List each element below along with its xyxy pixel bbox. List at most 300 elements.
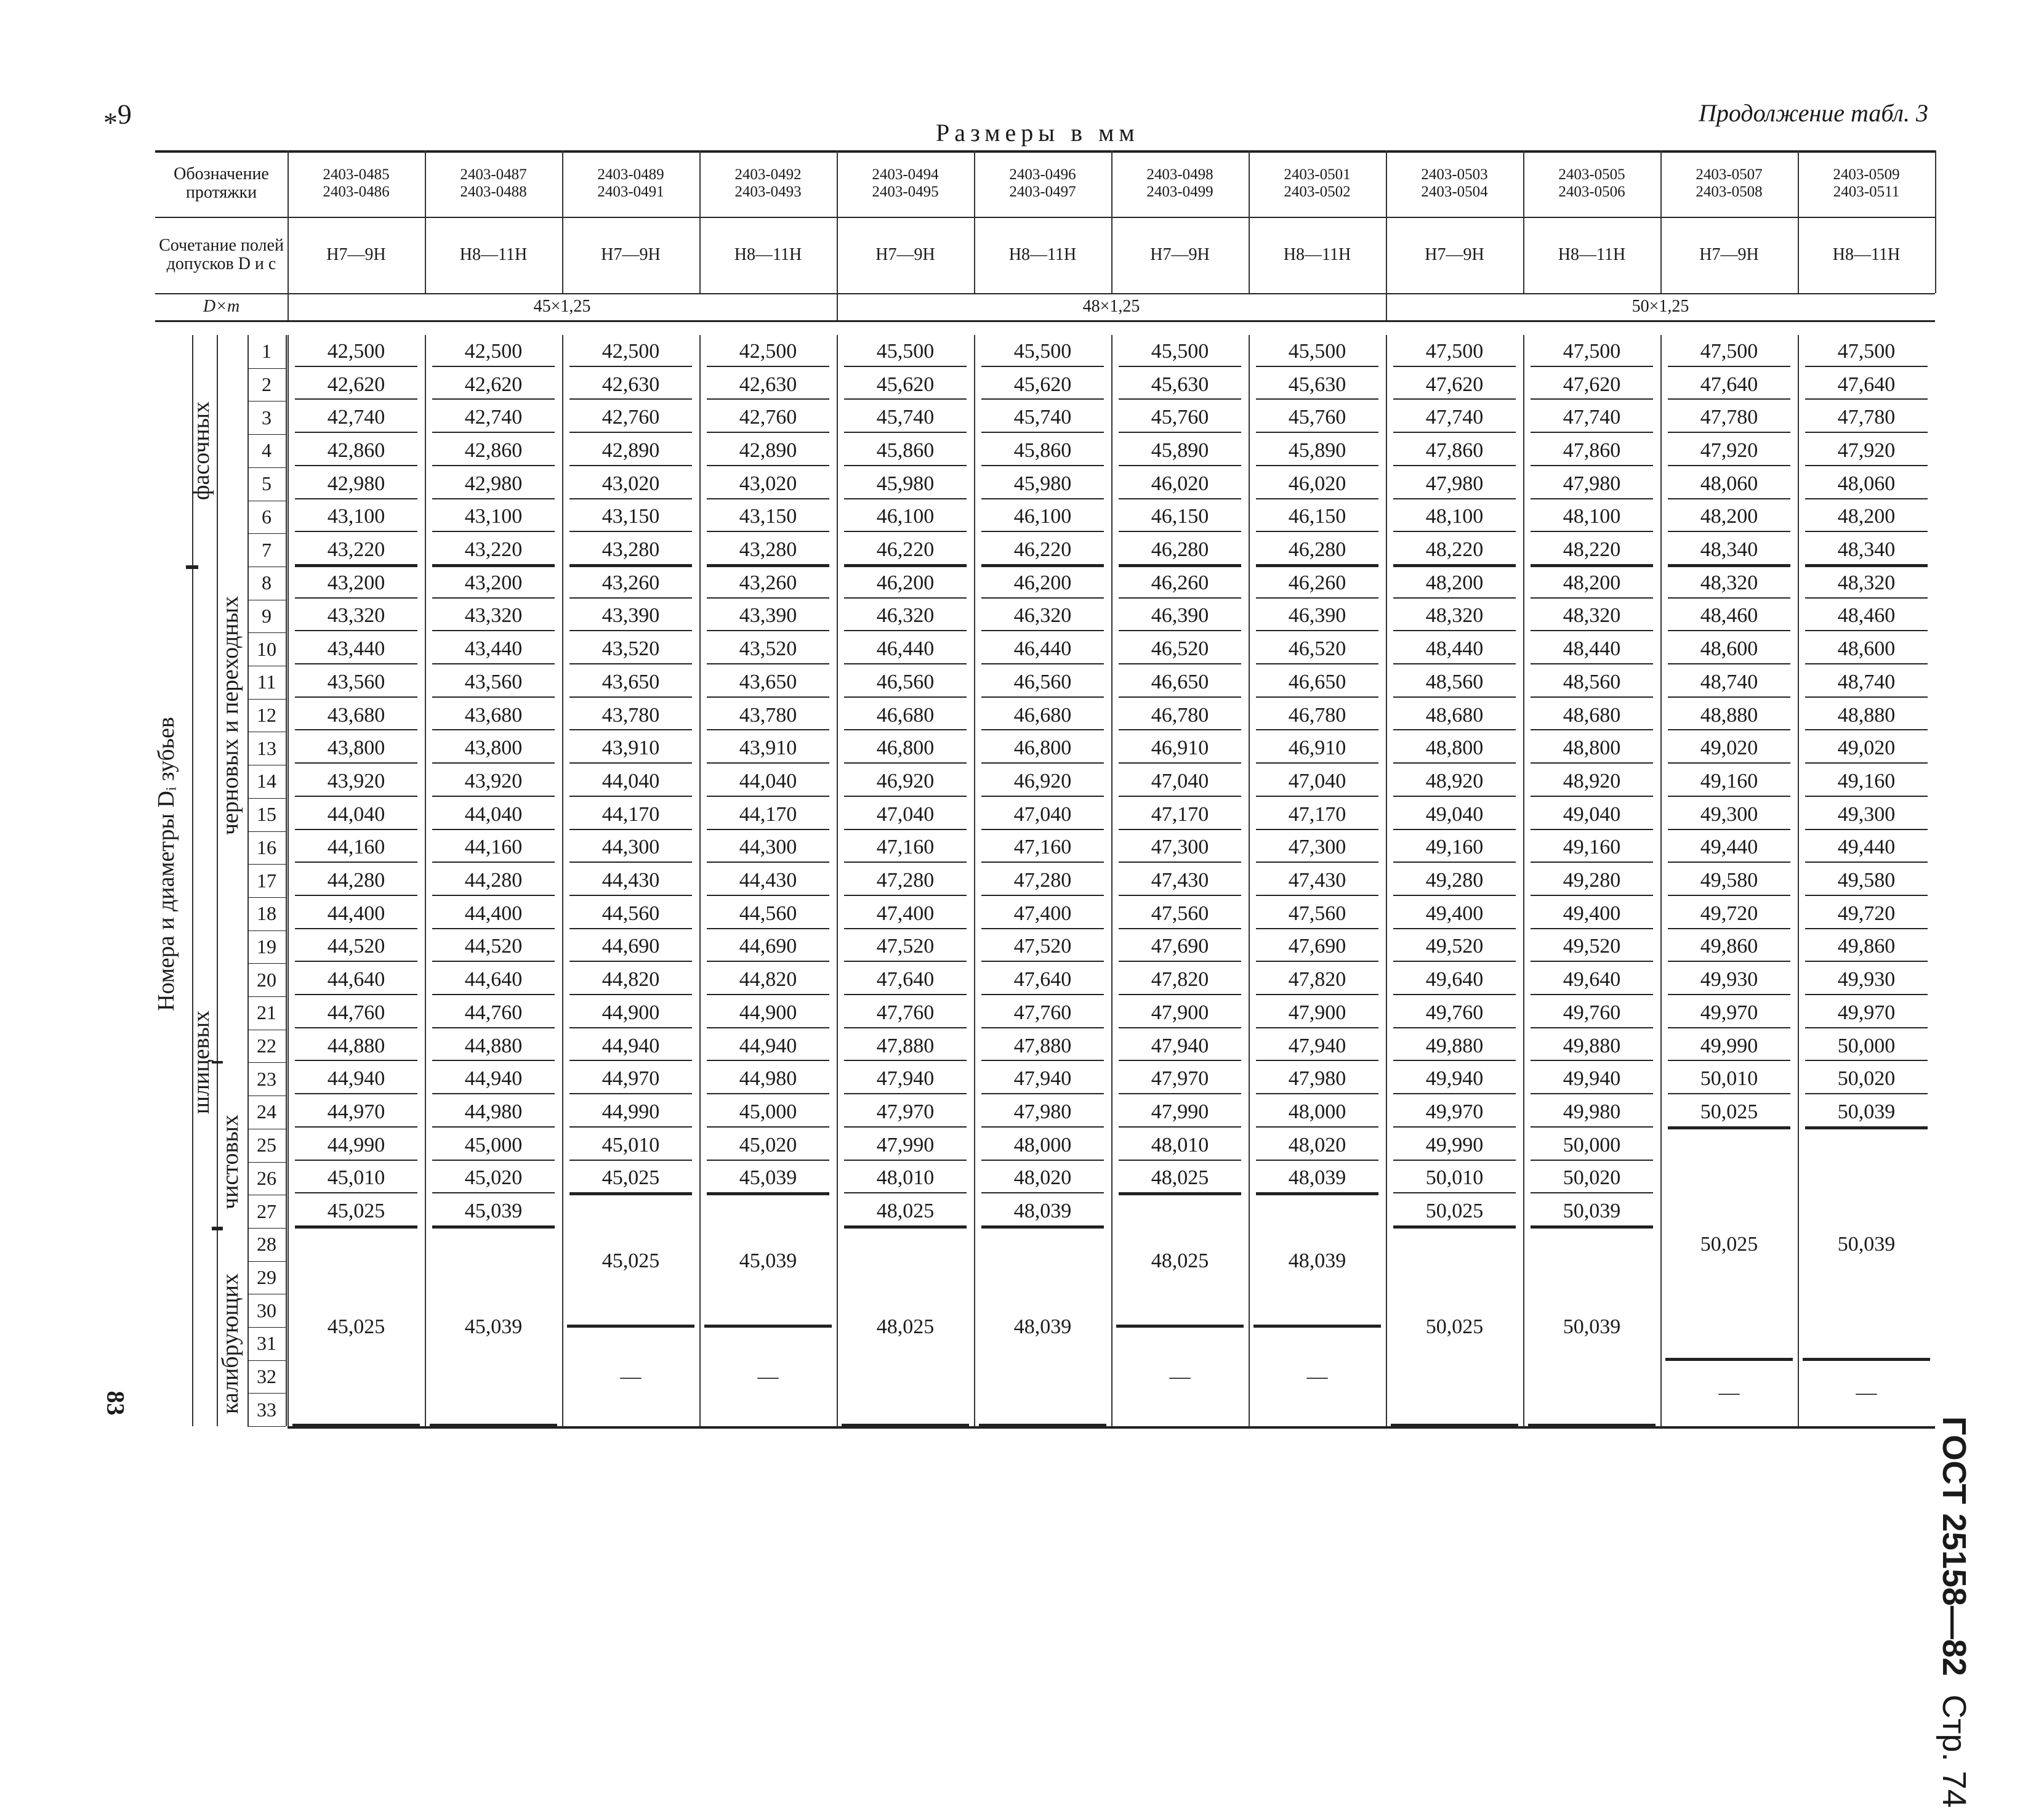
tooth-diameter: 49,970 bbox=[1700, 1001, 1758, 1024]
tooth-number: 28 bbox=[257, 1233, 276, 1256]
cell-underline bbox=[1119, 862, 1241, 863]
cell-underline bbox=[1531, 630, 1653, 631]
cell-underline bbox=[569, 398, 692, 400]
tooth-diameter: 47,640 bbox=[1013, 968, 1072, 991]
tooth-diameter: 48,000 bbox=[1288, 1100, 1346, 1123]
tooth-diameter: 45,010 bbox=[327, 1166, 385, 1190]
tooth-diameter: 42,500 bbox=[464, 339, 523, 363]
cell-underline bbox=[981, 398, 1104, 400]
tooth-diameter: 46,560 bbox=[876, 670, 935, 693]
cell-underline bbox=[1393, 366, 1516, 367]
cell-underline bbox=[1668, 597, 1790, 599]
tooth-diameter: 43,020 bbox=[739, 472, 797, 495]
tooth-diameter: 46,320 bbox=[876, 604, 935, 628]
cell-underline bbox=[1119, 465, 1241, 466]
tooth-diameter: 47,980 bbox=[1013, 1100, 1072, 1123]
tooth-diameter: 48,060 bbox=[1700, 472, 1758, 495]
tooth-diameter: 43,800 bbox=[464, 737, 523, 760]
tooth-diameter: 47,040 bbox=[1151, 769, 1209, 793]
header-label-fits: Сочетание полей допусков D и c bbox=[159, 236, 284, 273]
cell-underline bbox=[1119, 796, 1241, 797]
tooth-number: 7 bbox=[262, 538, 272, 561]
cell-underline bbox=[1256, 729, 1378, 730]
cell-underline bbox=[1256, 1093, 1378, 1094]
cell-underline bbox=[844, 862, 967, 863]
tooth-diameter: 44,900 bbox=[739, 1001, 797, 1024]
tooth-diameter: 50,020 bbox=[1837, 1067, 1896, 1091]
tooth-diameter: 48,200 bbox=[1700, 505, 1758, 528]
cell-underline bbox=[981, 696, 1104, 698]
tooth-diameter: 46,220 bbox=[1013, 538, 1072, 562]
tooth-diameter: 48,220 bbox=[1425, 538, 1484, 562]
tooth-diameter: 50,039 bbox=[1837, 1100, 1896, 1123]
cell-underline bbox=[1393, 531, 1516, 532]
side-label-spline: шлицевых bbox=[188, 1011, 214, 1115]
tooth-diameter: 48,740 bbox=[1837, 670, 1896, 693]
tooth-number: 20 bbox=[257, 968, 276, 991]
calibrating-diameter: 48,039 bbox=[1288, 1249, 1346, 1272]
cell-underline bbox=[844, 762, 967, 764]
tooth-diameter: 48,020 bbox=[1288, 1133, 1346, 1156]
cell-underline bbox=[295, 961, 417, 962]
cell-underline bbox=[432, 696, 555, 698]
tooth-diameter: 45,010 bbox=[602, 1133, 660, 1156]
broach-code-line: 2403-0498 bbox=[1146, 166, 1213, 183]
cell-underline bbox=[1256, 465, 1378, 466]
cell-underline bbox=[844, 465, 967, 466]
cell-underline bbox=[569, 928, 692, 929]
dash-mark: — bbox=[1169, 1365, 1191, 1388]
tooth-diameter: 47,500 bbox=[1700, 339, 1758, 363]
broach-code-line: 2403-0494 bbox=[872, 166, 939, 183]
broach-code-line: 2403-0509 bbox=[1833, 166, 1900, 183]
tooth-diameter: 49,520 bbox=[1425, 935, 1484, 958]
tooth-diameter: 50,010 bbox=[1425, 1166, 1484, 1190]
tooth-number: 30 bbox=[257, 1299, 276, 1322]
tooth-diameter: 44,820 bbox=[602, 968, 660, 991]
tooth-diameter: 46,390 bbox=[1151, 604, 1209, 628]
tooth-diameter: 44,760 bbox=[464, 1001, 523, 1024]
cell-underline bbox=[295, 531, 417, 532]
tooth-diameter: 43,920 bbox=[327, 769, 385, 793]
tooth-diameter: 46,680 bbox=[1013, 703, 1072, 727]
tooth-diameter: 47,300 bbox=[1151, 836, 1209, 859]
tooth-diameter: 44,970 bbox=[327, 1100, 385, 1123]
tooth-diameter: 47,430 bbox=[1151, 869, 1209, 892]
tooth-number: 24 bbox=[257, 1100, 276, 1123]
tooth-diameter: 47,280 bbox=[1013, 869, 1072, 892]
cell-underline bbox=[1668, 829, 1790, 830]
tooth-diameter: 43,260 bbox=[602, 571, 660, 594]
cell-underline bbox=[295, 796, 417, 797]
tooth-diameter: 42,630 bbox=[602, 373, 660, 396]
tooth-diameter: 46,920 bbox=[1013, 769, 1072, 793]
tooth-diameter: 43,150 bbox=[602, 505, 660, 528]
dash-mark: — bbox=[1856, 1381, 1877, 1405]
tooth-diameter: 45,000 bbox=[739, 1100, 797, 1123]
bracket-spline bbox=[217, 335, 218, 1426]
tooth-diameter: 46,220 bbox=[876, 538, 935, 562]
cell-underline bbox=[844, 597, 967, 599]
tooth-diameter: 49,880 bbox=[1563, 1034, 1621, 1057]
tooth-diameter: 45,630 bbox=[1151, 373, 1209, 396]
tooth-number: 8 bbox=[262, 571, 272, 594]
row-rule bbox=[247, 1426, 286, 1427]
broach-code-line: 2403-0499 bbox=[1146, 184, 1213, 200]
tooth-diameter: 48,100 bbox=[1563, 505, 1621, 528]
tooth-diameter: 44,970 bbox=[602, 1067, 660, 1091]
tooth-number: 4 bbox=[262, 439, 272, 462]
tooth-diameter: 42,760 bbox=[739, 406, 797, 429]
cell-underline bbox=[432, 1060, 555, 1061]
cell-underline bbox=[1805, 630, 1928, 631]
cell-underline bbox=[981, 597, 1104, 599]
tooth-diameter: 49,990 bbox=[1700, 1034, 1758, 1057]
tooth-diameter: 44,430 bbox=[739, 869, 797, 892]
tooth-diameter: 44,940 bbox=[739, 1034, 797, 1057]
tooth-diameter: 45,000 bbox=[464, 1133, 523, 1156]
tooth-number: 12 bbox=[257, 704, 276, 727]
tooth-diameter: 46,520 bbox=[1288, 637, 1346, 661]
cell-underline bbox=[295, 1027, 417, 1028]
cell-underline bbox=[569, 630, 692, 631]
tooth-diameter: 45,620 bbox=[1013, 373, 1072, 396]
tooth-diameter: 44,980 bbox=[739, 1067, 797, 1091]
dm-group: 45×1,25 bbox=[533, 297, 591, 316]
cell-underline bbox=[1119, 1093, 1241, 1094]
tooth-diameter: 48,340 bbox=[1700, 538, 1758, 562]
tooth-diameter: 48,880 bbox=[1700, 703, 1758, 727]
tooth-diameter: 49,440 bbox=[1837, 836, 1896, 859]
tooth-diameter: 45,860 bbox=[876, 438, 935, 462]
tooth-diameter: 48,060 bbox=[1837, 472, 1896, 495]
cell-underline bbox=[1805, 796, 1928, 797]
broach-code bbox=[288, 150, 425, 217]
cell-underline bbox=[1805, 895, 1928, 896]
tooth-diameter: 48,460 bbox=[1837, 604, 1896, 628]
cell-underline bbox=[1256, 398, 1378, 400]
cell-underline bbox=[432, 432, 555, 433]
tooth-diameter: 48,200 bbox=[1563, 571, 1621, 594]
tooth-diameter: 49,760 bbox=[1425, 1001, 1484, 1024]
cell-underline bbox=[844, 1060, 967, 1061]
tooth-diameter: 47,640 bbox=[1700, 373, 1758, 396]
tooth-diameter: 46,440 bbox=[876, 637, 935, 661]
cell-underline bbox=[1393, 1126, 1516, 1128]
group-divider bbox=[186, 565, 198, 569]
tooth-diameter: 47,980 bbox=[1563, 472, 1621, 495]
cell-underline bbox=[569, 498, 692, 499]
cell-underline bbox=[981, 498, 1104, 499]
cell-underline bbox=[569, 597, 692, 599]
cell-underline bbox=[1668, 762, 1790, 764]
tooth-number: 33 bbox=[257, 1398, 276, 1421]
tooth-diameter: 49,580 bbox=[1837, 869, 1896, 892]
tooth-diameter: 48,020 bbox=[1013, 1166, 1072, 1190]
tooth-diameter: 49,640 bbox=[1563, 968, 1621, 991]
cell-underline bbox=[707, 762, 829, 764]
cell-underline bbox=[1531, 762, 1653, 764]
tooth-diameter: 47,040 bbox=[876, 802, 935, 826]
broach-code-line: 2403-0496 bbox=[1009, 166, 1076, 183]
tolerance-fit: H7—9H bbox=[601, 245, 661, 264]
tooth-diameter: 46,390 bbox=[1288, 604, 1346, 628]
tooth-diameter: 47,820 bbox=[1288, 968, 1346, 991]
cell-underline bbox=[1531, 895, 1653, 896]
cell-underline bbox=[1668, 630, 1790, 631]
broach-code bbox=[837, 150, 974, 217]
calibrating-diameter: 45,025 bbox=[327, 1315, 385, 1338]
cell-underline bbox=[981, 1027, 1104, 1028]
tooth-diameter: 47,760 bbox=[1013, 1001, 1072, 1024]
tooth-diameter: 48,560 bbox=[1563, 670, 1621, 693]
tolerance-fit: H7—9H bbox=[326, 245, 386, 264]
tooth-diameter: 46,560 bbox=[1013, 670, 1072, 693]
tooth-diameter: 47,980 bbox=[1288, 1067, 1346, 1091]
cell-underline bbox=[1668, 1060, 1790, 1061]
cell-underline bbox=[707, 1027, 829, 1028]
cell-underline bbox=[1531, 465, 1653, 466]
cell-underline bbox=[1805, 696, 1928, 698]
broach-code-line: 2403-0501 bbox=[1284, 166, 1351, 183]
cell-underline bbox=[1668, 663, 1790, 664]
tooth-diameter: 44,760 bbox=[327, 1001, 385, 1024]
tooth-diameter: 50,025 bbox=[1700, 1100, 1758, 1123]
cell-underline bbox=[1393, 961, 1516, 962]
cell-underline bbox=[844, 895, 967, 896]
tooth-diameter: 48,025 bbox=[1151, 1166, 1209, 1190]
tooth-diameter: 47,880 bbox=[876, 1034, 935, 1057]
tooth-diameter: 42,630 bbox=[739, 373, 797, 396]
tooth-diameter: 46,920 bbox=[876, 769, 935, 793]
tooth-diameter: 48,039 bbox=[1013, 1200, 1072, 1223]
cell-underline bbox=[981, 1160, 1104, 1161]
cell-underline bbox=[981, 895, 1104, 896]
cell-underline bbox=[1531, 1027, 1653, 1028]
tooth-diameter: 44,040 bbox=[739, 769, 797, 793]
cell-underline bbox=[707, 630, 829, 631]
tooth-diameter: 47,040 bbox=[1013, 802, 1072, 826]
tooth-number: 5 bbox=[262, 472, 272, 495]
tooth-diameter: 49,280 bbox=[1563, 869, 1621, 892]
cell-underline bbox=[1805, 1060, 1928, 1061]
tooth-diameter: 49,930 bbox=[1700, 968, 1758, 991]
tooth-diameter: 48,320 bbox=[1563, 604, 1621, 628]
tooth-diameter: 47,820 bbox=[1151, 968, 1209, 991]
tooth-diameter: 48,000 bbox=[1013, 1133, 1072, 1156]
tooth-diameter: 44,430 bbox=[602, 869, 660, 892]
tooth-diameter: 43,680 bbox=[327, 703, 385, 727]
tooth-diameter: 49,580 bbox=[1700, 869, 1758, 892]
tooth-diameter: 47,280 bbox=[876, 869, 935, 892]
cell-underline bbox=[295, 729, 417, 730]
tooth-diameter: 46,910 bbox=[1288, 737, 1346, 760]
tooth-diameter: 47,560 bbox=[1288, 902, 1346, 925]
tooth-diameter: 45,500 bbox=[1013, 339, 1072, 363]
cell-underline bbox=[844, 796, 967, 797]
tooth-diameter: 42,500 bbox=[602, 339, 660, 363]
cell-underline bbox=[844, 961, 967, 962]
tooth-diameter: 43,440 bbox=[327, 637, 385, 661]
tooth-diameter: 43,260 bbox=[739, 571, 797, 594]
tooth-diameter: 43,280 bbox=[602, 538, 660, 562]
broach-code bbox=[699, 150, 837, 217]
tooth-diameter: 44,940 bbox=[327, 1067, 385, 1091]
cell-underline bbox=[1393, 465, 1516, 466]
tooth-diameter: 48,039 bbox=[1288, 1166, 1346, 1190]
tooth-diameter: 44,160 bbox=[464, 836, 523, 859]
cell-underline bbox=[1119, 366, 1241, 367]
cell-underline bbox=[1119, 1027, 1241, 1028]
cell-underline bbox=[1393, 994, 1516, 995]
calibrating-diameter: 45,039 bbox=[464, 1315, 523, 1338]
tooth-number: 10 bbox=[257, 637, 276, 660]
tooth-diameter: 46,680 bbox=[876, 703, 935, 727]
tooth-diameter: 50,025 bbox=[1425, 1200, 1484, 1223]
tooth-diameter: 43,780 bbox=[739, 703, 797, 727]
tooth-number: 14 bbox=[257, 770, 276, 793]
broach-code-line: 2403-0504 bbox=[1421, 184, 1488, 200]
cell-underline bbox=[1256, 862, 1378, 863]
tooth-diameter: 49,300 bbox=[1837, 802, 1896, 826]
tooth-diameter: 43,100 bbox=[327, 505, 385, 528]
cell-underline bbox=[1393, 663, 1516, 664]
tooth-diameter: 49,520 bbox=[1563, 935, 1621, 958]
cell-underline bbox=[1668, 398, 1790, 400]
broach-code-line: 2403-0511 bbox=[1833, 184, 1900, 200]
tooth-diameter: 46,780 bbox=[1288, 703, 1346, 727]
tooth-diameter: 45,025 bbox=[327, 1200, 385, 1223]
tooth-number: 13 bbox=[257, 737, 276, 759]
cell-underline bbox=[1531, 829, 1653, 830]
tooth-diameter: 49,160 bbox=[1425, 836, 1484, 859]
cell-underline bbox=[981, 366, 1104, 367]
cell-underline bbox=[432, 498, 555, 499]
cell-underline bbox=[981, 961, 1104, 962]
cell-underline bbox=[1668, 696, 1790, 698]
cell-underline bbox=[432, 961, 555, 962]
cell-underline bbox=[569, 432, 692, 433]
tooth-diameter: 49,940 bbox=[1425, 1067, 1484, 1091]
broach-code bbox=[1249, 150, 1386, 217]
cell-underline bbox=[432, 928, 555, 929]
cell-underline bbox=[1531, 498, 1653, 499]
dm-group: 50×1,25 bbox=[1632, 297, 1689, 316]
page-mark: 6* bbox=[103, 99, 132, 131]
tooth-diameter: 44,280 bbox=[327, 869, 385, 892]
tolerance-fit: H8—11H bbox=[734, 245, 802, 264]
cell-underline bbox=[981, 1060, 1104, 1061]
tooth-number: 16 bbox=[257, 836, 276, 858]
cell-underline bbox=[1119, 762, 1241, 764]
tooth-diameter: 43,520 bbox=[602, 637, 660, 661]
tooth-diameter: 44,640 bbox=[464, 968, 523, 991]
cell-underline bbox=[569, 1093, 692, 1094]
tooth-diameter: 43,200 bbox=[327, 571, 385, 594]
tooth-diameter: 47,520 bbox=[1013, 935, 1072, 958]
cell-underline bbox=[569, 895, 692, 896]
rule bbox=[155, 320, 1935, 322]
tooth-diameter: 48,600 bbox=[1837, 637, 1896, 661]
cell-underline bbox=[1531, 432, 1653, 433]
tooth-number: 6 bbox=[262, 505, 272, 528]
cell-underline bbox=[707, 398, 829, 400]
group-divider bbox=[212, 1227, 223, 1230]
cell-underline bbox=[844, 498, 967, 499]
cell-underline bbox=[1531, 1192, 1653, 1193]
tooth-diameter: 47,940 bbox=[1151, 1034, 1209, 1057]
cell-underline bbox=[981, 432, 1104, 433]
cell-underline bbox=[844, 1160, 967, 1161]
broach-code-line: 2403-0505 bbox=[1558, 166, 1625, 183]
cell-underline bbox=[432, 531, 555, 532]
tooth-diameter: 48,320 bbox=[1837, 571, 1896, 594]
tooth-diameter: 48,740 bbox=[1700, 670, 1758, 693]
cell-underline bbox=[1256, 1060, 1378, 1061]
tooth-diameter: 42,890 bbox=[602, 438, 660, 462]
cell-underline bbox=[295, 465, 417, 466]
cell-underline bbox=[1256, 1027, 1378, 1028]
cell-underline bbox=[1805, 762, 1928, 764]
tooth-diameter: 42,760 bbox=[602, 406, 660, 429]
cell-underline bbox=[295, 1160, 417, 1161]
tooth-diameter: 49,970 bbox=[1837, 1001, 1896, 1024]
tooth-diameter: 49,400 bbox=[1563, 902, 1621, 925]
calibrating-diameter: 45,025 bbox=[602, 1249, 660, 1272]
broach-code-line: 2403-0491 bbox=[597, 184, 664, 200]
cell-underline bbox=[844, 366, 967, 367]
tooth-diameter: 42,740 bbox=[327, 406, 385, 429]
tooth-diameter: 45,860 bbox=[1013, 438, 1072, 462]
cell-underline bbox=[569, 1160, 692, 1161]
tooth-diameter: 47,160 bbox=[876, 836, 935, 859]
cell-underline bbox=[981, 762, 1104, 764]
cell-underline bbox=[432, 994, 555, 995]
tooth-diameter: 45,890 bbox=[1288, 438, 1346, 462]
broach-code bbox=[1386, 150, 1523, 217]
tooth-diameter: 49,160 bbox=[1700, 769, 1758, 793]
broach-code-line: 2403-0502 bbox=[1284, 184, 1351, 200]
cell-underline bbox=[1531, 663, 1653, 664]
broach-code bbox=[1111, 150, 1249, 217]
tolerance-fit: H7—9H bbox=[875, 245, 935, 264]
tooth-diameter: 47,690 bbox=[1288, 935, 1346, 958]
cell-underline bbox=[981, 1093, 1104, 1094]
tolerance-fit: H8—11H bbox=[1008, 245, 1077, 264]
tooth-diameter: 43,560 bbox=[327, 670, 385, 693]
cell-underline bbox=[569, 729, 692, 730]
cell-underline bbox=[707, 994, 829, 995]
cell-underline bbox=[569, 829, 692, 830]
cell-underline bbox=[1256, 630, 1378, 631]
tooth-diameter: 44,640 bbox=[327, 968, 385, 991]
calibrating-diameter: 48,025 bbox=[1151, 1249, 1209, 1272]
tooth-diameter: 43,910 bbox=[739, 737, 797, 760]
cell-underline bbox=[1393, 696, 1516, 698]
tooth-number: 19 bbox=[257, 935, 276, 958]
tooth-diameter: 48,440 bbox=[1425, 637, 1484, 661]
broach-code-line: 2403-0503 bbox=[1421, 166, 1488, 183]
cell-underline bbox=[1668, 796, 1790, 797]
calibrating-diameter: 48,025 bbox=[876, 1315, 935, 1338]
tooth-diameter: 49,930 bbox=[1837, 968, 1896, 991]
cell-underline bbox=[1256, 829, 1378, 830]
cell-underline bbox=[569, 994, 692, 995]
tooth-diameter: 45,890 bbox=[1151, 438, 1209, 462]
cell-underline bbox=[981, 1192, 1104, 1193]
side-label-main: Номера и диаметры Dᵢ зубьев bbox=[153, 717, 179, 1012]
cell-underline bbox=[1119, 432, 1241, 433]
